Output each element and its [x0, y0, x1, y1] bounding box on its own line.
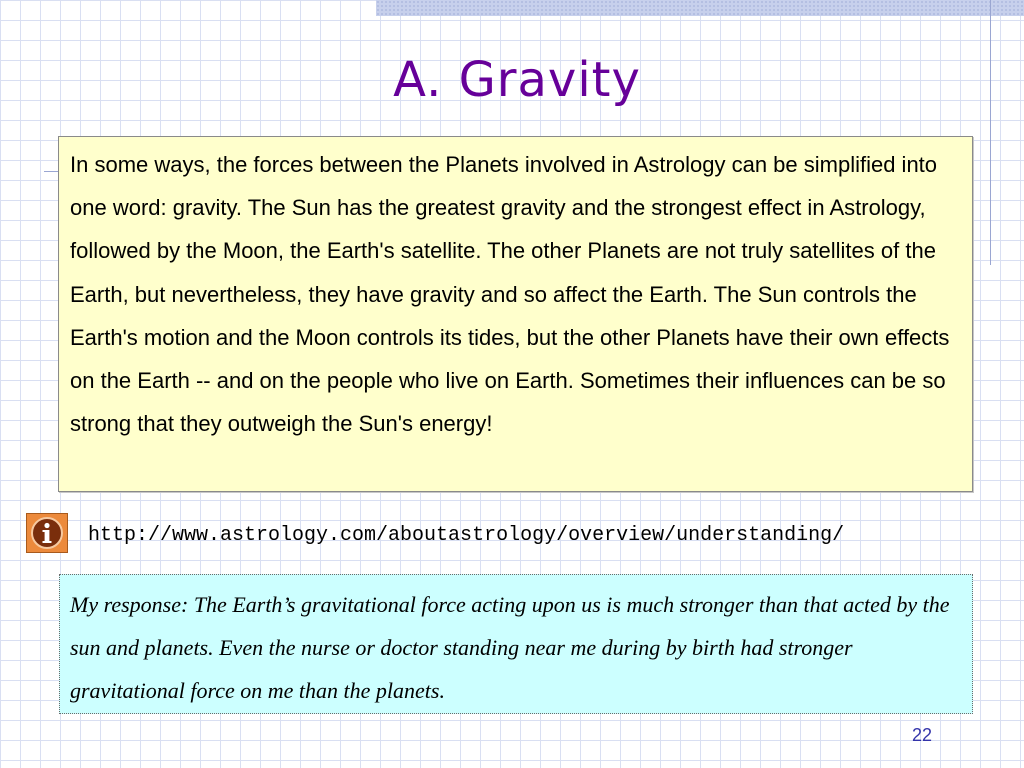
- header-band: [376, 0, 1024, 16]
- response-text: My response: The Earth’s gravitational force acting upon us is much stronger than that acted by the sun and planets. Even the nurse or doctor standing near me during by birth had stronger gravitational force on me than the planets.: [70, 592, 950, 703]
- page-number: 22: [912, 725, 933, 745]
- quote-text: In some ways, the forces between the Planets involved in Astrology can be simplified into one word: gravity. The Sun has the greatest gravity and the strongest effect in Astrology, followed by the Moon, the Earth's satellite. The other Planets are not truly satellites of the Earth, but nevertheless, they have gravity and so affect the Earth. The Sun controls the Earth's motion and the Moon controls its tides, but the other Planets have their own effects on the Earth -- and on the people who live on Earth. Sometimes their influences can be so strong that they outweigh the Sun's energy!: [70, 152, 950, 437]
- response-box: [59, 574, 973, 714]
- slide-title: A. Gravity: [393, 52, 641, 108]
- source-url-link[interactable]: http://www.astrology.com/aboutastrology/overview/understanding/: [88, 524, 845, 547]
- decorative-line: [990, 0, 991, 265]
- info-icon[interactable]: [26, 513, 68, 553]
- quote-box: [58, 136, 973, 492]
